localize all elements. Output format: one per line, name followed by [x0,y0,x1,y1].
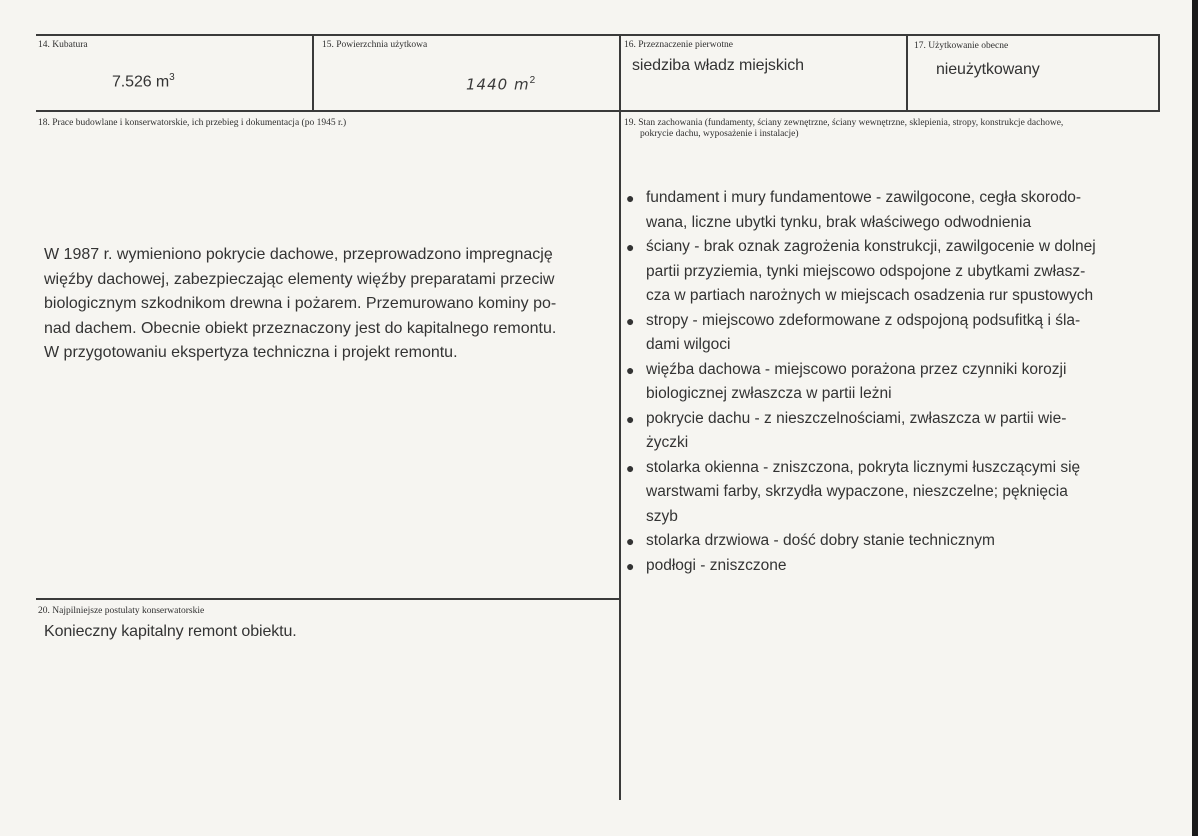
field-18-line: W 1987 r. wymieniono pokrycie dachowe, przeprowadzono impregnację [44,246,553,263]
condition-item: ● stolarka okienna - zniszczona, pokryta licznymi łuszczącymi się warstwami farby, skrzydła wypaczone, nieszczelne; pęknięcia szyb [624,456,1134,530]
bullet-icon: ● [626,239,635,255]
bullet-icon: ● [626,361,635,378]
field-20-label: 20. Najpilniejsze postulaty konserwatorskie [38,606,205,616]
field-18-label: 18. Prace budowlane i konserwatorskie, ich przebieg i dokumentacja (po 1945 r.) [38,118,347,128]
condition-item: ● fundament i mury fundamentowe - zawilgocone, cegła skorodo- wana, liczne ubytki tynku, brak właściwego odwodnienia [624,186,1134,235]
field-18-text [44,243,584,366]
divider-main [619,34,621,800]
right-border [1158,34,1160,112]
field-14-value: 7.526 $m^3$ [112,72,175,91]
field-17-value: nieużytkowany [936,61,1040,78]
field-15-label: 15. Powierzchnia użytkowa [322,40,428,50]
condition-list [624,186,1134,578]
divider-16-17 [906,34,908,112]
top-border [36,34,1160,36]
bullet-icon: ● [626,312,635,329]
condition-item: ● więźba dachowa - miejscowo porażona przez czynniki korozji biologicznej zwłaszcza w partii leżni [624,358,1134,407]
condition-item: ● pokrycie dachu - z nieszczelnościami, zwłaszcza w partii wie- życzki [624,407,1134,456]
row1-bottom-border [36,110,1160,112]
field-18-line: więźby dachowej, zabezpieczając elementy więźby preparatami przeciw [44,270,555,288]
divider-14-15 [312,34,314,112]
bullet-icon: ● [626,533,635,549]
field-19-label: 19. Stan zachowania (fundamenty, ściany zewnętrzne, ściany wewnętrzne, sklepienia, stropy, konstrukcje dachowe, pokrycie dachu, wyposażenie i instalacje) [624,118,1064,139]
condition-item: ● podłogi - zniszczone [624,554,1134,579]
field-16-value: siedziba władz miejskich [632,57,804,74]
condition-item: ● stolarka drzwiowa - dość dobry stanie technicznym [624,529,1134,554]
scan-edge [1192,0,1198,836]
field-20-value: Konieczny kapitalny remont obiektu. [44,623,297,640]
field-16-label: 16. Przeznaczenie pierwotne [624,40,733,50]
field-14-label: 14. Kubatura [38,40,88,50]
condition-item: ● stropy - miejscowo zdeformowane z odspojoną podsufitką i śla- dami wilgoci [624,309,1134,358]
row2-split-border [36,598,621,600]
field-15-value: 1440 $m^2$ [466,75,536,94]
bullet-icon: ● [626,410,635,427]
field-17-label: 17. Użytkowanie obecne [914,41,1009,51]
field-18-line: W przygotowaniu ekspertyza techniczna i projekt remontu. [44,344,458,361]
field-18-line: biologicznym szkodnikom drewna i pożarem. Przemurowano kominy po- [44,295,557,312]
bullet-icon: ● [626,557,635,574]
bullet-icon: ● [626,459,635,476]
bullet-icon: ● [626,190,635,206]
field-18-line: nad dachem. Obecnie obiekt przeznaczony jest do kapitalnego remontu. [44,319,557,337]
condition-item: ● ściany - brak oznak zagrożenia konstrukcji, zawilgocenie w dolnej partii przyziemia, tynki miejscowo odspojone z ubytkami zwłasz- cza w partiach narożnych w miejscach osadzenia rur spustowych [624,235,1134,309]
